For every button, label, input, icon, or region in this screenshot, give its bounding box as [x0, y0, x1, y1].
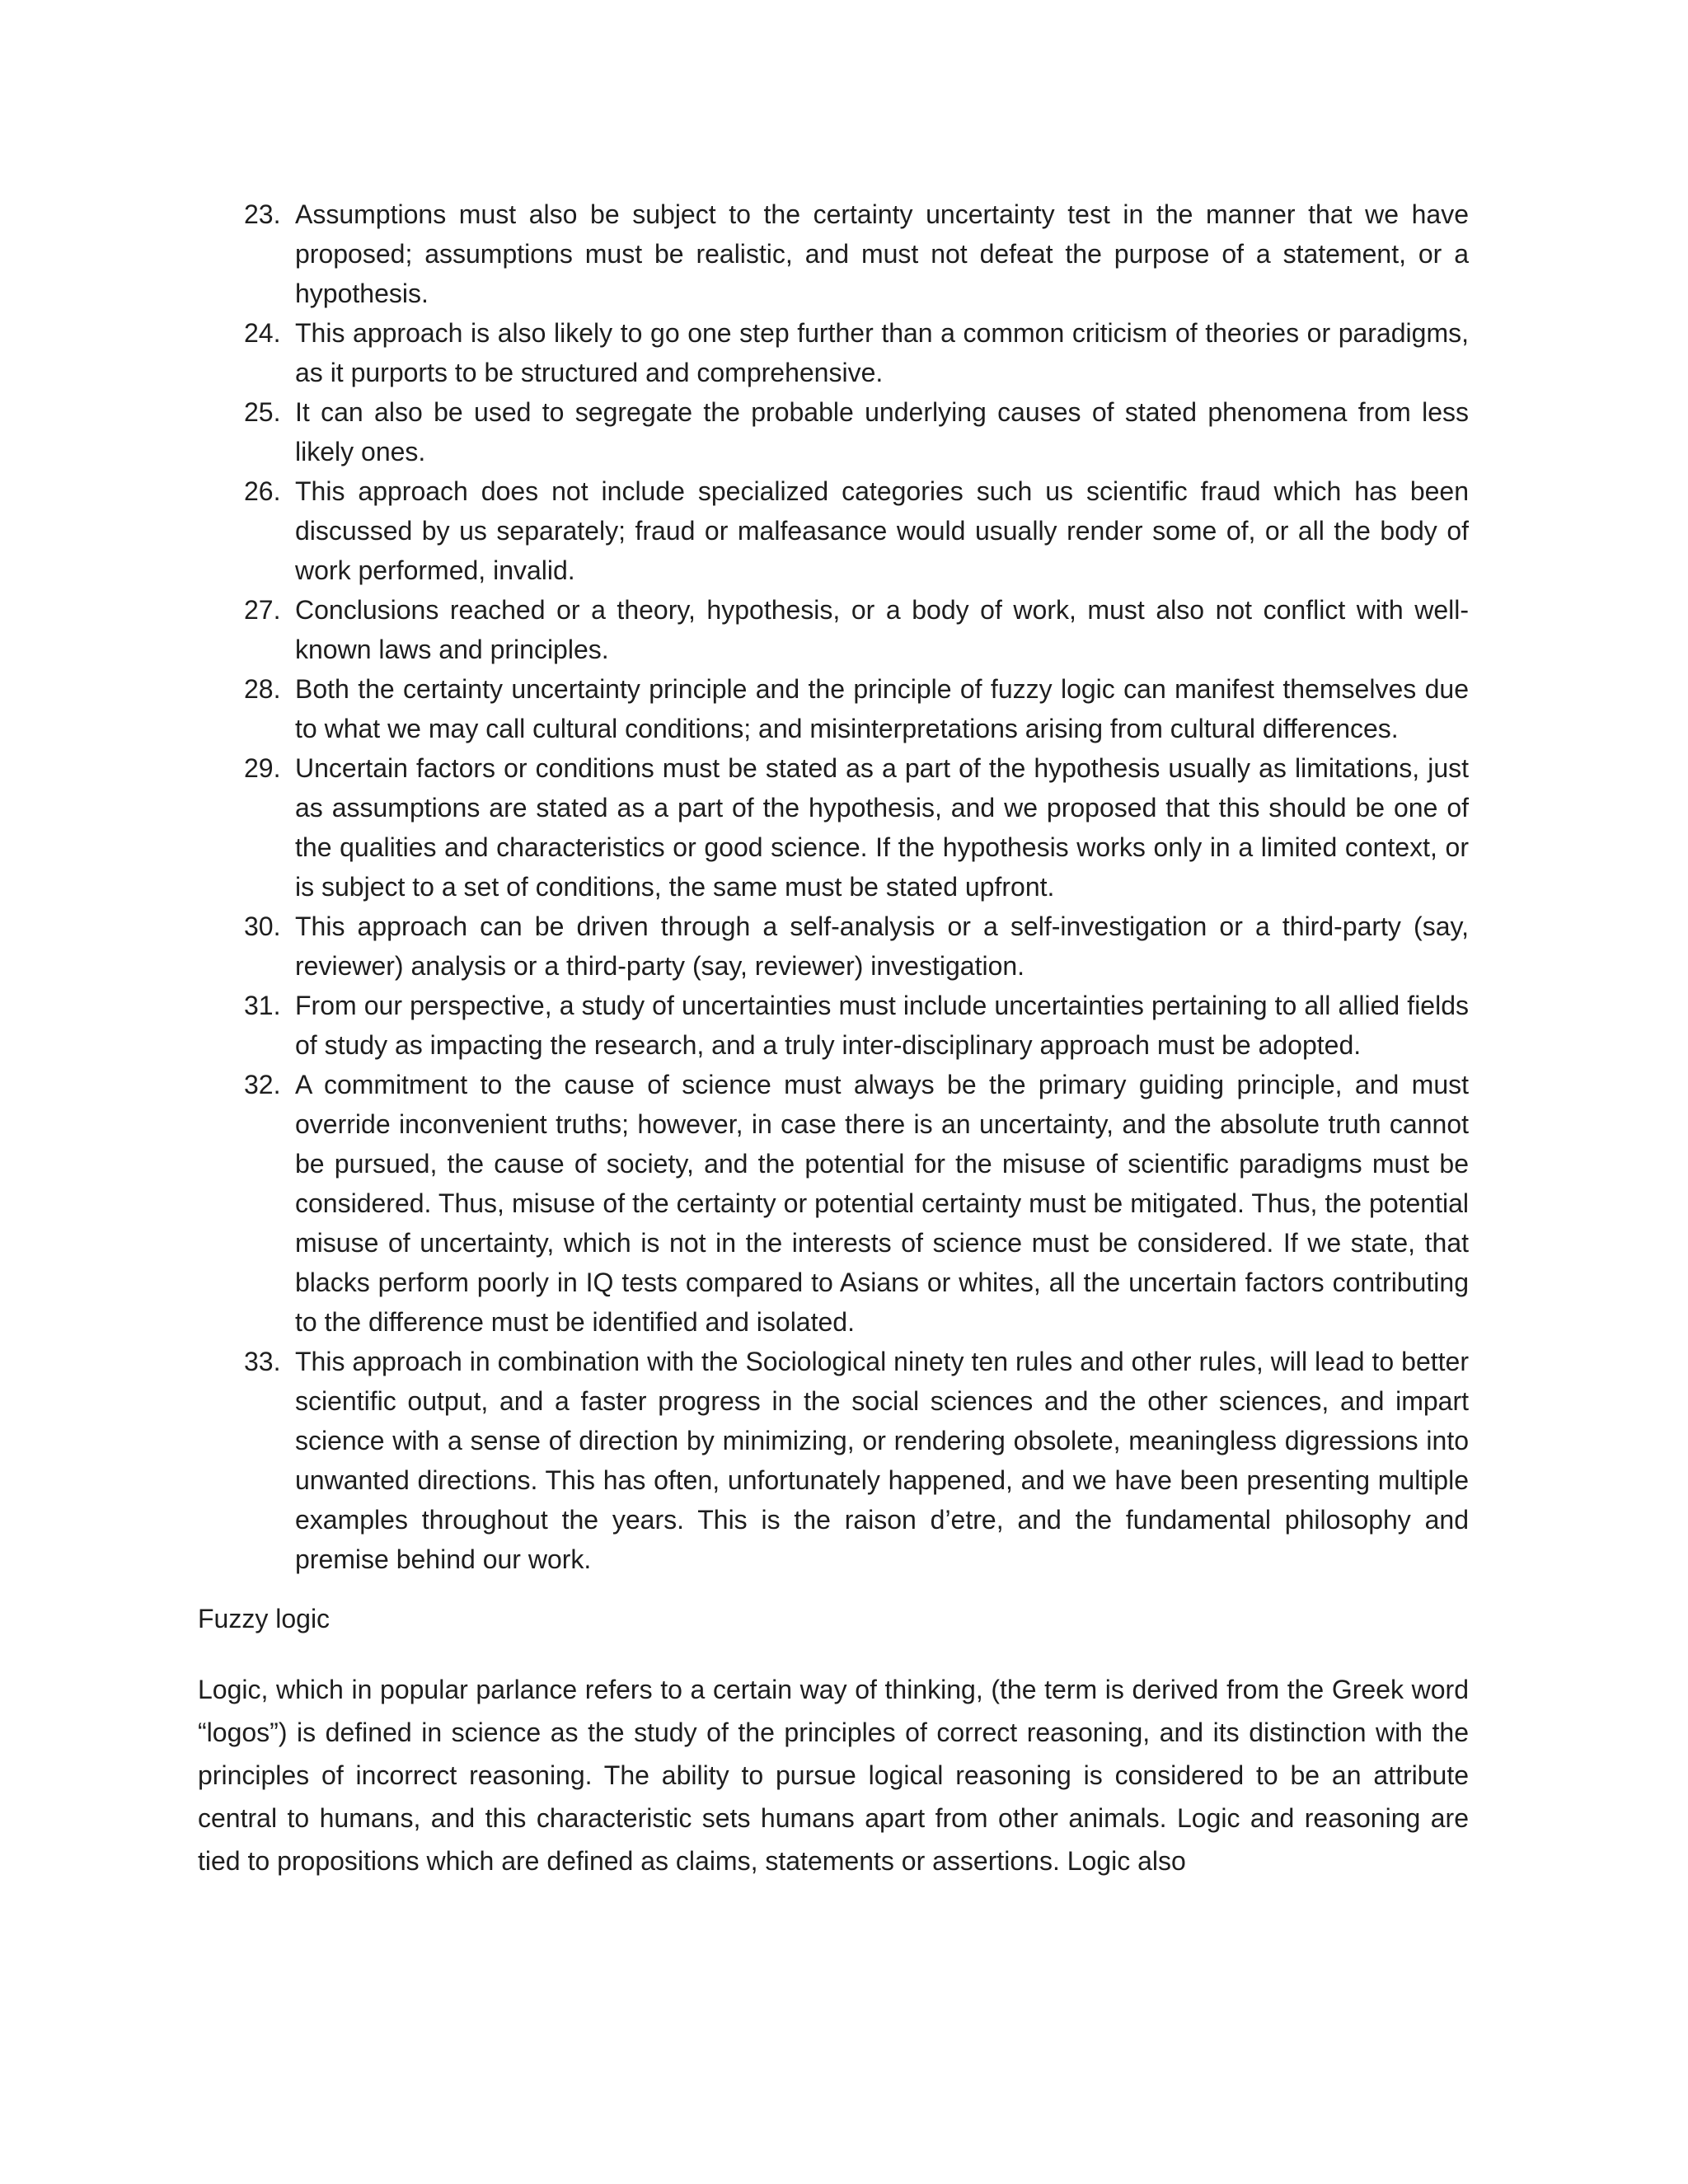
- list-item: [198, 392, 1469, 471]
- list-item: [198, 907, 1469, 986]
- list-item-number: 24.: [244, 318, 281, 348]
- list-item: [198, 313, 1469, 392]
- list-item: [198, 669, 1469, 748]
- list-item-number: 26.: [244, 476, 281, 506]
- body-paragraph: Logic, which in popular parlance refers to a certain way of thinking, (the term is derived from the Greek word “logos”) is defined in science as the study of the principles of correct reasoning, and its distinction with the principles of incorrect reasoning. The ability to pursue logical reasoning is considered to be an attribute central to humans, and this characteristic sets humans apart from other animals. Logic and reasoning are tied to propositions which are defined as claims, statements or assertions. Logic also: [198, 1675, 1469, 1876]
- list-item-number: 28.: [244, 674, 281, 704]
- list-item-text: Both the certainty uncertainty principle and the principle of fuzzy logic can manifest themselves due to what we may call cultural conditions; and misinterpretations arising from cultural differences.: [295, 674, 1469, 743]
- list-item: [198, 471, 1469, 590]
- list-item-number: 32.: [244, 1070, 281, 1099]
- list-item-text: This approach is also likely to go one step further than a common criticism of theories or paradigms, as it purports to be structured and comprehensive.: [295, 318, 1469, 387]
- section-heading: Fuzzy logic: [198, 1604, 331, 1633]
- list-item: [198, 194, 1469, 313]
- list-item-number: 27.: [244, 595, 281, 625]
- list-item-text: From our perspective, a study of uncertainties must include uncertainties pertaining to all allied fields of study as impacting the research, and a truly inter-disciplinary approach must be adopted.: [295, 991, 1469, 1060]
- list-item-text: Uncertain factors or conditions must be stated as a part of the hypothesis usually as limitations, just as assumptions are stated as a part of the hypothesis, and we proposed that this should be one of the qualities and characteristics or good science. If the hypothesis works only in a limited context, or is subject to a set of conditions, the same must be stated upfront.: [295, 753, 1469, 902]
- numbered-list: [198, 194, 1469, 1579]
- list-item-text: Conclusions reached or a theory, hypothesis, or a body of work, must also not conflict with well-known laws and principles.: [295, 595, 1469, 664]
- page-content: [198, 194, 1469, 1882]
- list-item-text: This approach can be driven through a self-analysis or a self-investigation or a third-party (say, reviewer) analysis or a third-party (say, reviewer) investigation.: [295, 912, 1469, 981]
- list-item-number: 31.: [244, 991, 281, 1020]
- list-item-text: This approach in combination with the Sociological ninety ten rules and other rules, will lead to better scientific output, and a faster progress in the social sciences and the other sciences, and impart science with a sense of direction by minimizing, or rendering obsolete, meaningless digressions into unwanted directions. This has often, unfortunately happened, and we have been presenting multiple examples throughout the years. This is the raison d’etre, and the fundamental philosophy and premise behind our work.: [295, 1347, 1469, 1574]
- list-item-text: This approach does not include specialized categories such us scientific fraud which has been discussed by us separately; fraud or malfeasance would usually render some of, or all the body of work performed, invalid.: [295, 476, 1469, 585]
- list-item: [198, 1065, 1469, 1342]
- list-item-number: 23.: [244, 199, 281, 229]
- list-item: [198, 590, 1469, 669]
- list-item-number: 29.: [244, 753, 281, 783]
- list-item-text: A commitment to the cause of science must always be the primary guiding principle, and must override inconvenient truths; however, in case there is an uncertainty, and the absolute truth cannot be pursued, the cause of society, and the potential for the misuse of scientific paradigms must be considered. Thus, misuse of the certainty or potential certainty must be mitigated. Thus, the potential misuse of uncertainty, which is not in the interests of science must be considered. If we state, that blacks perform poorly in IQ tests compared to Asians or whites, all the uncertain factors contributing to the difference must be identified and isolated.: [295, 1070, 1469, 1337]
- list-item-text: Assumptions must also be subject to the certainty uncertainty test in the manner that we have proposed; assumptions must be realistic, and must not defeat the purpose of a statement, or a hypothesis.: [295, 199, 1469, 308]
- list-item-number: 33.: [244, 1347, 281, 1376]
- list-item-number: 25.: [244, 397, 281, 427]
- list-item-text: It can also be used to segregate the probable underlying causes of stated phenomena from less likely ones.: [295, 397, 1469, 466]
- list-item: [198, 986, 1469, 1065]
- list-item: [198, 748, 1469, 907]
- list-item-number: 30.: [244, 912, 281, 941]
- list-item: [198, 1342, 1469, 1579]
